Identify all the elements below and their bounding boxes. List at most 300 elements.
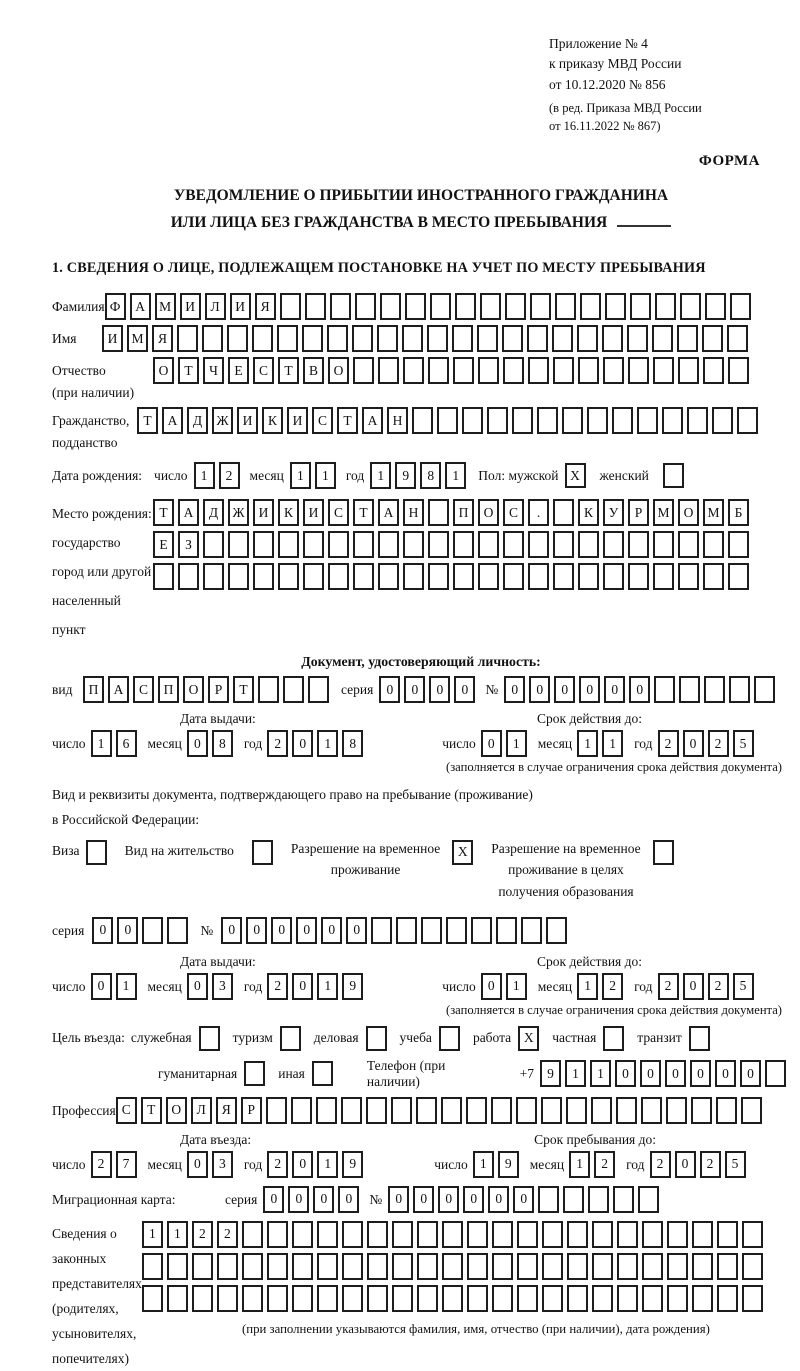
char-cell[interactable]	[667, 1221, 688, 1248]
char-cell[interactable]	[441, 1097, 462, 1124]
char-cell[interactable]	[517, 1253, 538, 1280]
char-cell[interactable]	[502, 325, 523, 352]
char-cell[interactable]	[316, 1097, 337, 1124]
char-cell[interactable]: И	[303, 499, 324, 526]
char-cell[interactable]	[542, 1221, 563, 1248]
char-cell[interactable]	[328, 531, 349, 558]
birthplace-cells-row3[interactable]	[153, 563, 753, 590]
char-cell[interactable]	[380, 293, 401, 320]
char-cell[interactable]	[578, 563, 599, 590]
char-cell[interactable]	[442, 1221, 463, 1248]
char-cell[interactable]: 0	[187, 730, 208, 757]
char-cell[interactable]	[267, 1221, 288, 1248]
char-cell[interactable]	[742, 1285, 763, 1312]
char-cell[interactable]	[552, 325, 573, 352]
char-cell[interactable]	[603, 531, 624, 558]
char-cell[interactable]	[278, 531, 299, 558]
char-cell[interactable]	[717, 1221, 738, 1248]
purpose-study-checkbox[interactable]	[439, 1026, 460, 1051]
char-cell[interactable]: Д	[187, 407, 208, 434]
char-cell[interactable]	[396, 917, 417, 944]
char-cell[interactable]: П	[158, 676, 179, 703]
char-cell[interactable]: М	[653, 499, 674, 526]
char-cell[interactable]	[628, 531, 649, 558]
char-cell[interactable]	[453, 531, 474, 558]
birth-day-cells[interactable]	[194, 462, 244, 489]
char-cell[interactable]	[371, 917, 392, 944]
char-cell[interactable]	[637, 407, 658, 434]
char-cell[interactable]	[430, 293, 451, 320]
char-cell[interactable]: 0	[554, 676, 575, 703]
char-cell[interactable]: К	[262, 407, 283, 434]
char-cell[interactable]	[692, 1253, 713, 1280]
char-cell[interactable]	[403, 357, 424, 384]
char-cell[interactable]	[467, 1253, 488, 1280]
entry-month-cells[interactable]	[187, 1151, 237, 1178]
char-cell[interactable]	[496, 917, 517, 944]
char-cell[interactable]: С	[312, 407, 333, 434]
char-cell[interactable]: 0	[292, 730, 313, 757]
purpose-humanitarian-checkbox[interactable]	[244, 1061, 265, 1086]
char-cell[interactable]: 1	[315, 462, 336, 489]
char-cell[interactable]	[328, 563, 349, 590]
char-cell[interactable]	[471, 917, 492, 944]
char-cell[interactable]: 1	[445, 462, 466, 489]
char-cell[interactable]	[678, 531, 699, 558]
char-cell[interactable]: 0	[221, 917, 242, 944]
char-cell[interactable]	[703, 531, 724, 558]
char-cell[interactable]: 0	[683, 730, 704, 757]
char-cell[interactable]	[428, 563, 449, 590]
char-cell[interactable]	[692, 1221, 713, 1248]
char-cell[interactable]	[428, 499, 449, 526]
char-cell[interactable]	[228, 531, 249, 558]
char-cell[interactable]	[642, 1285, 663, 1312]
char-cell[interactable]	[327, 325, 348, 352]
char-cell[interactable]	[677, 325, 698, 352]
doc-number-cells[interactable]	[504, 676, 779, 703]
char-cell[interactable]	[727, 325, 748, 352]
char-cell[interactable]	[577, 325, 598, 352]
char-cell[interactable]: 3	[212, 973, 233, 1000]
char-cell[interactable]: 0	[346, 917, 367, 944]
char-cell[interactable]: С	[328, 499, 349, 526]
char-cell[interactable]	[292, 1285, 313, 1312]
doc-kind-cells[interactable]	[83, 676, 333, 703]
char-cell[interactable]	[605, 293, 626, 320]
char-cell[interactable]: 0	[438, 1186, 459, 1213]
entry-year-cells[interactable]	[267, 1151, 367, 1178]
char-cell[interactable]	[402, 325, 423, 352]
char-cell[interactable]	[478, 531, 499, 558]
char-cell[interactable]: 9	[540, 1060, 561, 1087]
char-cell[interactable]	[278, 563, 299, 590]
char-cell[interactable]: 3	[212, 1151, 233, 1178]
char-cell[interactable]: Ч	[203, 357, 224, 384]
representatives-cells-row3[interactable]	[142, 1285, 767, 1312]
char-cell[interactable]	[728, 531, 749, 558]
char-cell[interactable]	[480, 293, 501, 320]
char-cell[interactable]	[717, 1253, 738, 1280]
char-cell[interactable]	[553, 357, 574, 384]
char-cell[interactable]	[142, 917, 163, 944]
profession-cells[interactable]	[116, 1097, 766, 1124]
issue-day-cells[interactable]	[91, 730, 141, 757]
char-cell[interactable]: О	[166, 1097, 187, 1124]
char-cell[interactable]	[462, 407, 483, 434]
char-cell[interactable]	[203, 531, 224, 558]
char-cell[interactable]	[227, 325, 248, 352]
char-cell[interactable]	[765, 1060, 786, 1087]
char-cell[interactable]	[602, 325, 623, 352]
char-cell[interactable]	[517, 1221, 538, 1248]
char-cell[interactable]	[512, 407, 533, 434]
char-cell[interactable]	[503, 357, 524, 384]
char-cell[interactable]: 2	[219, 462, 240, 489]
sex-female-checkbox[interactable]	[663, 463, 684, 488]
char-cell[interactable]	[613, 1186, 634, 1213]
char-cell[interactable]: .	[528, 499, 549, 526]
char-cell[interactable]: О	[678, 499, 699, 526]
char-cell[interactable]	[352, 325, 373, 352]
char-cell[interactable]	[563, 1186, 584, 1213]
char-cell[interactable]	[416, 1097, 437, 1124]
char-cell[interactable]: 0	[481, 973, 502, 1000]
char-cell[interactable]	[302, 325, 323, 352]
char-cell[interactable]: 0	[513, 1186, 534, 1213]
char-cell[interactable]	[592, 1285, 613, 1312]
sex-male-checkbox[interactable]: X	[565, 463, 586, 488]
char-cell[interactable]: 0	[404, 676, 425, 703]
char-cell[interactable]	[503, 531, 524, 558]
char-cell[interactable]: А	[378, 499, 399, 526]
char-cell[interactable]: Р	[241, 1097, 262, 1124]
purpose-official-checkbox[interactable]	[199, 1026, 220, 1051]
char-cell[interactable]	[491, 1097, 512, 1124]
char-cell[interactable]	[442, 1253, 463, 1280]
char-cell[interactable]	[653, 357, 674, 384]
char-cell[interactable]	[517, 1285, 538, 1312]
char-cell[interactable]: А	[162, 407, 183, 434]
char-cell[interactable]	[662, 407, 683, 434]
residence-issue-day-cells[interactable]	[91, 973, 141, 1000]
char-cell[interactable]: М	[155, 293, 176, 320]
char-cell[interactable]: О	[328, 357, 349, 384]
char-cell[interactable]	[203, 563, 224, 590]
representatives-cells-row1[interactable]	[142, 1221, 767, 1248]
char-cell[interactable]: 1	[317, 730, 338, 757]
char-cell[interactable]	[705, 293, 726, 320]
char-cell[interactable]: 1	[290, 462, 311, 489]
char-cell[interactable]	[638, 1186, 659, 1213]
char-cell[interactable]	[728, 563, 749, 590]
stay-day-cells[interactable]	[473, 1151, 523, 1178]
char-cell[interactable]	[342, 1253, 363, 1280]
char-cell[interactable]	[303, 563, 324, 590]
residence-series-cells[interactable]	[92, 917, 192, 944]
char-cell[interactable]	[617, 1221, 638, 1248]
char-cell[interactable]: Д	[203, 499, 224, 526]
char-cell[interactable]: 1	[565, 1060, 586, 1087]
char-cell[interactable]: 0	[296, 917, 317, 944]
char-cell[interactable]: 0	[429, 676, 450, 703]
char-cell[interactable]	[667, 1253, 688, 1280]
char-cell[interactable]	[505, 293, 526, 320]
char-cell[interactable]	[521, 917, 542, 944]
stay-year-cells[interactable]	[650, 1151, 750, 1178]
char-cell[interactable]: 5	[725, 1151, 746, 1178]
char-cell[interactable]: Т	[337, 407, 358, 434]
char-cell[interactable]	[217, 1285, 238, 1312]
doc-series-cells[interactable]	[379, 676, 479, 703]
char-cell[interactable]	[437, 407, 458, 434]
issue-year-cells[interactable]	[267, 730, 367, 757]
char-cell[interactable]	[377, 325, 398, 352]
char-cell[interactable]: 0	[292, 1151, 313, 1178]
char-cell[interactable]	[528, 563, 549, 590]
char-cell[interactable]	[342, 1221, 363, 1248]
char-cell[interactable]	[555, 293, 576, 320]
char-cell[interactable]: В	[303, 357, 324, 384]
patronymic-cells[interactable]	[153, 357, 753, 384]
char-cell[interactable]	[679, 676, 700, 703]
char-cell[interactable]: К	[578, 499, 599, 526]
char-cell[interactable]: Р	[208, 676, 229, 703]
char-cell[interactable]: 0	[683, 973, 704, 1000]
char-cell[interactable]	[267, 1253, 288, 1280]
char-cell[interactable]	[516, 1097, 537, 1124]
char-cell[interactable]	[366, 1097, 387, 1124]
char-cell[interactable]: 0	[379, 676, 400, 703]
char-cell[interactable]	[627, 325, 648, 352]
char-cell[interactable]: Н	[387, 407, 408, 434]
birth-year-cells[interactable]	[370, 462, 470, 489]
char-cell[interactable]: 0	[288, 1186, 309, 1213]
residence-permit-checkbox[interactable]	[252, 840, 273, 865]
char-cell[interactable]: 2	[708, 730, 729, 757]
char-cell[interactable]: 1	[167, 1221, 188, 1248]
char-cell[interactable]: 2	[650, 1151, 671, 1178]
char-cell[interactable]	[442, 1285, 463, 1312]
char-cell[interactable]	[142, 1253, 163, 1280]
char-cell[interactable]: 0	[92, 917, 113, 944]
char-cell[interactable]	[578, 531, 599, 558]
char-cell[interactable]	[492, 1221, 513, 1248]
char-cell[interactable]: 1	[569, 1151, 590, 1178]
char-cell[interactable]	[537, 407, 558, 434]
char-cell[interactable]	[641, 1097, 662, 1124]
phone-cells[interactable]	[540, 1060, 790, 1087]
char-cell[interactable]: 1	[506, 730, 527, 757]
char-cell[interactable]	[653, 563, 674, 590]
char-cell[interactable]: С	[503, 499, 524, 526]
char-cell[interactable]	[291, 1097, 312, 1124]
surname-cells[interactable]	[105, 293, 755, 320]
char-cell[interactable]	[417, 1285, 438, 1312]
char-cell[interactable]	[567, 1221, 588, 1248]
char-cell[interactable]	[192, 1253, 213, 1280]
char-cell[interactable]	[728, 357, 749, 384]
char-cell[interactable]	[612, 407, 633, 434]
char-cell[interactable]: 0	[504, 676, 525, 703]
char-cell[interactable]: 2	[217, 1221, 238, 1248]
issue-month-cells[interactable]	[187, 730, 237, 757]
char-cell[interactable]	[217, 1253, 238, 1280]
char-cell[interactable]: 0	[481, 730, 502, 757]
char-cell[interactable]: 2	[708, 973, 729, 1000]
char-cell[interactable]	[580, 293, 601, 320]
temp-residence-checkbox[interactable]: X	[452, 840, 473, 865]
purpose-tourism-checkbox[interactable]	[280, 1026, 301, 1051]
valid-month-cells[interactable]	[577, 730, 627, 757]
char-cell[interactable]	[562, 407, 583, 434]
char-cell[interactable]	[553, 563, 574, 590]
char-cell[interactable]	[617, 1285, 638, 1312]
char-cell[interactable]: 0	[263, 1186, 284, 1213]
char-cell[interactable]: Т	[178, 357, 199, 384]
char-cell[interactable]	[717, 1285, 738, 1312]
birth-month-cells[interactable]	[290, 462, 340, 489]
char-cell[interactable]	[367, 1285, 388, 1312]
char-cell[interactable]	[467, 1285, 488, 1312]
char-cell[interactable]: 0	[640, 1060, 661, 1087]
char-cell[interactable]	[292, 1221, 313, 1248]
char-cell[interactable]: 2	[267, 730, 288, 757]
char-cell[interactable]	[455, 293, 476, 320]
char-cell[interactable]: 0	[91, 973, 112, 1000]
char-cell[interactable]: Л	[205, 293, 226, 320]
char-cell[interactable]	[178, 563, 199, 590]
char-cell[interactable]	[308, 676, 329, 703]
char-cell[interactable]	[167, 1285, 188, 1312]
char-cell[interactable]	[378, 357, 399, 384]
char-cell[interactable]	[428, 357, 449, 384]
char-cell[interactable]	[242, 1285, 263, 1312]
char-cell[interactable]	[378, 563, 399, 590]
char-cell[interactable]	[392, 1221, 413, 1248]
char-cell[interactable]	[592, 1253, 613, 1280]
valid-day-cells[interactable]	[481, 730, 531, 757]
char-cell[interactable]: Л	[191, 1097, 212, 1124]
char-cell[interactable]: 0	[488, 1186, 509, 1213]
char-cell[interactable]: 1	[91, 730, 112, 757]
residence-valid-day-cells[interactable]	[481, 973, 531, 1000]
char-cell[interactable]: 5	[733, 730, 754, 757]
char-cell[interactable]: 1	[473, 1151, 494, 1178]
char-cell[interactable]	[355, 293, 376, 320]
char-cell[interactable]: 9	[342, 973, 363, 1000]
char-cell[interactable]	[528, 531, 549, 558]
char-cell[interactable]	[405, 293, 426, 320]
char-cell[interactable]	[742, 1221, 763, 1248]
char-cell[interactable]	[487, 407, 508, 434]
char-cell[interactable]	[317, 1285, 338, 1312]
char-cell[interactable]	[317, 1253, 338, 1280]
char-cell[interactable]: М	[127, 325, 148, 352]
char-cell[interactable]: 9	[342, 1151, 363, 1178]
char-cell[interactable]: С	[253, 357, 274, 384]
char-cell[interactable]: У	[603, 499, 624, 526]
migration-number-cells[interactable]	[388, 1186, 663, 1213]
char-cell[interactable]: 2	[658, 730, 679, 757]
char-cell[interactable]	[741, 1097, 762, 1124]
char-cell[interactable]	[754, 676, 775, 703]
char-cell[interactable]	[167, 917, 188, 944]
char-cell[interactable]	[492, 1253, 513, 1280]
char-cell[interactable]: 0	[579, 676, 600, 703]
char-cell[interactable]	[367, 1221, 388, 1248]
temp-residence-education-checkbox[interactable]	[653, 840, 674, 865]
char-cell[interactable]	[592, 1221, 613, 1248]
char-cell[interactable]	[617, 1253, 638, 1280]
char-cell[interactable]: Т	[278, 357, 299, 384]
char-cell[interactable]	[353, 531, 374, 558]
char-cell[interactable]	[478, 563, 499, 590]
char-cell[interactable]	[678, 563, 699, 590]
char-cell[interactable]	[712, 407, 733, 434]
char-cell[interactable]	[729, 676, 750, 703]
char-cell[interactable]	[292, 1253, 313, 1280]
char-cell[interactable]	[177, 325, 198, 352]
char-cell[interactable]: 0	[463, 1186, 484, 1213]
char-cell[interactable]	[153, 563, 174, 590]
char-cell[interactable]: О	[153, 357, 174, 384]
char-cell[interactable]	[578, 357, 599, 384]
char-cell[interactable]: 0	[187, 1151, 208, 1178]
char-cell[interactable]: 9	[498, 1151, 519, 1178]
char-cell[interactable]: С	[133, 676, 154, 703]
char-cell[interactable]	[553, 499, 574, 526]
char-cell[interactable]: С	[116, 1097, 137, 1124]
char-cell[interactable]	[467, 1221, 488, 1248]
char-cell[interactable]: Е	[153, 531, 174, 558]
char-cell[interactable]	[452, 325, 473, 352]
char-cell[interactable]	[588, 1186, 609, 1213]
char-cell[interactable]	[566, 1097, 587, 1124]
char-cell[interactable]	[378, 531, 399, 558]
char-cell[interactable]	[417, 1221, 438, 1248]
visa-checkbox[interactable]	[86, 840, 107, 865]
char-cell[interactable]: 0	[690, 1060, 711, 1087]
char-cell[interactable]	[652, 325, 673, 352]
char-cell[interactable]: 0	[338, 1186, 359, 1213]
char-cell[interactable]: 2	[267, 973, 288, 1000]
char-cell[interactable]: 1	[142, 1221, 163, 1248]
char-cell[interactable]	[737, 407, 758, 434]
char-cell[interactable]	[341, 1097, 362, 1124]
char-cell[interactable]	[353, 563, 374, 590]
char-cell[interactable]: О	[478, 499, 499, 526]
char-cell[interactable]: 2	[700, 1151, 721, 1178]
char-cell[interactable]: Т	[233, 676, 254, 703]
char-cell[interactable]: 1	[194, 462, 215, 489]
char-cell[interactable]: П	[83, 676, 104, 703]
char-cell[interactable]	[446, 917, 467, 944]
char-cell[interactable]	[492, 1285, 513, 1312]
valid-year-cells[interactable]	[658, 730, 758, 757]
char-cell[interactable]	[417, 1253, 438, 1280]
char-cell[interactable]	[538, 1186, 559, 1213]
char-cell[interactable]	[628, 563, 649, 590]
char-cell[interactable]: 2	[658, 973, 679, 1000]
char-cell[interactable]	[242, 1221, 263, 1248]
char-cell[interactable]	[642, 1221, 663, 1248]
stay-month-cells[interactable]	[569, 1151, 619, 1178]
char-cell[interactable]: 0	[271, 917, 292, 944]
char-cell[interactable]: И	[237, 407, 258, 434]
char-cell[interactable]	[542, 1285, 563, 1312]
char-cell[interactable]: 0	[665, 1060, 686, 1087]
